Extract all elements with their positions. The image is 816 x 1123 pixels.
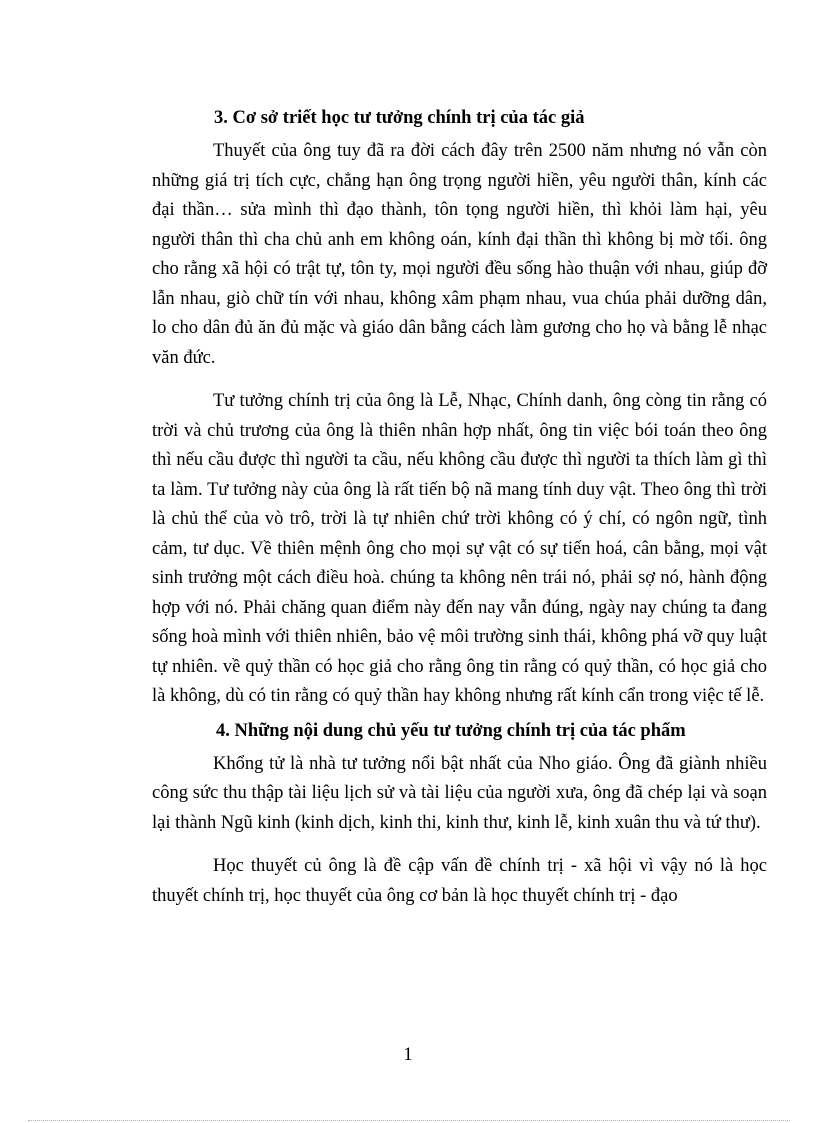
page-number: 1 [403,1045,413,1065]
page-bottom-divider [28,1120,790,1121]
section-4-paragraph-2: Học thuyết củ ông là đề cập vấn đề chính trị - xã hội vì vậy nó là học thuyết chính trị, học thuyết của ông cơ bản là học thuyết chính trị - đạo [152,856,767,906]
section-3-paragraph-1: Thuyết của ông tuy đã ra đời cách đây trên 2500 năm nhưng nó vẫn còn những giá trị tích cực, chẳng hạn ông trọng người hiền, yêu người thân, kính các đại thần… sửa mình thì đạo thành, tôn tọng người hiền, thì khỏi làm hại, yêu người thân thì cha chủ anh em không oán, kính đại thần thì không bị mờ tối. ông cho rằng xã hội có trật tự, tôn ty, mọi người đều sống hào thuận với nhau, giúp đỡ lẫn nhau, giò chữ tín với nhau, không xâm phạm nhau, vua chúa phải dưỡng dân, lo cho dân đủ ăn đủ mặc và giáo dân bằng cách làm gương cho họ và bằng lễ nhạc văn đức. [152,141,767,368]
section-3-paragraph-2: Tư tưởng chính trị của ông là Lễ, Nhạc, Chính danh, ông còng tin rằng có trời và chủ trương của ông là thiên nhân hợp nhất, ông tin việc bói toán theo ông thì nếu cầu được thì người ta cầu, nếu không cầu được thì người ta thích làm gì thì ta làm. Tư tưởng này của ông là rất tiến bộ nã mang tính duy vật. Theo ông thì trời là chủ thể của vò trô, trời là tự nhiên chứ trời không có ý chí, có ngôn ngữ, tình cảm, tư dục. Về thiên mệnh ông cho mọi sự vật có sự tiến hoá, cân bằng, mọi vật sinh trưởng một cách điều hoà. chúng ta không nên trái nó, phải sợ nó, hành động hợp với nó. Phải chăng quan điểm này đến nay vẫn đúng, ngày nay chúng ta đang sống hoà mình với thiên nhiên, bảo vệ môi trường sinh thái, không phá vỡ quy luật tự nhiên. về quỷ thần có học giả cho rằng ông tin rằng có quỷ thần, có học giả cho là không, dù có tin rằng có quỷ thần hay không nhưng rất kính cẩn trong việc tế lễ. [152,391,767,706]
section-4-heading: 4. Những nội dung chủ yếu tư tưởng chính trị của tác phẩm [216,720,686,741]
section-4-paragraph-1: Khổng tử là nhà tư tưởng nổi bật nhất của Nho giáo. Ông đã giành nhiều công sức thu thập tài liệu lịch sử và tài liệu của người xưa, ông đã chép lại và soạn lại thành Ngũ kinh (kinh dịch, kinh thi, kinh thư, kinh lễ, kinh xuân thu và tứ thư). [152,753,767,833]
document-body [152,104,767,911]
section-3-heading: 3. Cơ sở triết học tư tưởng chính trị của tác giả [214,108,585,128]
